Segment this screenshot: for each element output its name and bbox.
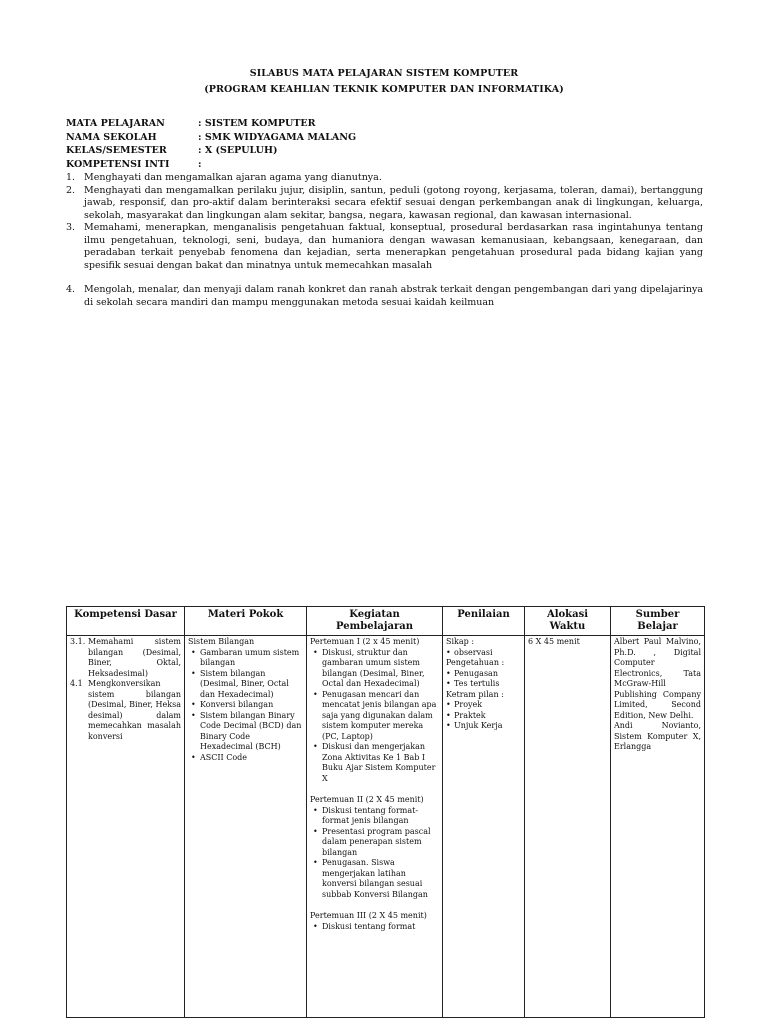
list-item (66, 222, 703, 272)
list-item: • Diskusi tentang format (310, 922, 439, 933)
meta-value: : SISTEM KOMPUTER (198, 118, 316, 129)
list-item: • Konversi bilangan (188, 700, 303, 711)
penilaian-cell (443, 636, 525, 1018)
list-item: • Penugasan (446, 669, 521, 680)
list-item: • Penugasan. Siswa mengerjakan latihan konversi bilangan sesuai subbab Konversi Bilangan (310, 858, 439, 900)
list-text: Mengkonversikan sistem bilangan (Desimal, Biner, Heksa desimal) dalam memecahkan masalah konversi (88, 679, 181, 741)
column-header: Penilaian (443, 607, 525, 636)
column-header: Sumber Belajar (611, 607, 705, 636)
table-header-row (67, 607, 705, 636)
alokasi-waktu-cell (525, 636, 611, 1018)
kompetensi-dasar-item (70, 637, 181, 679)
table-row (67, 636, 705, 1018)
list-text: Mengolah, menalar, dan menyaji dalam ranah konkret dan ranah abstrak terkait dengan pengembangan dari yang dipelajarinya di sekolah secara mandiri dan mampu menggunakan metoda sesuai kaidah keilmuan (84, 284, 703, 308)
materi-heading: Sistem Bilangan (188, 637, 255, 646)
list-item: • Sistem bilangan Binary Code Decimal (BCD) dan Binary Code Hexadecimal (BCH) (188, 711, 303, 753)
reference-item: Andi Novianto, Sistem Komputer X, Erlangga (614, 721, 701, 751)
meeting-heading: Pertemuan II (2 X 45 menit) (310, 795, 424, 804)
column-header: Materi Pokok (185, 607, 307, 636)
assessment-heading: Ketram pilan : (446, 689, 504, 699)
list-number: 4. (66, 284, 76, 295)
list-item: • Gambaran umum sistem bilangan (188, 648, 303, 669)
assessment-list (446, 669, 521, 690)
list-item: • Sistem bilangan (Desimal, Biner, Octal dan Hexadecimal) (188, 669, 303, 701)
materi-list (188, 648, 303, 764)
list-text: Memahami, menerapkan, menganalisis pengetahuan faktual, konseptual, prosedural berdasarkan rasa ingintahunya tentang ilmu pengetahuan, teknologi, seni, budaya, dan humaniora dengan wawasan kemanusiaan, kebangsaan, kenegaraan, dan peradaban terkait penyebab fenomena dan kejadian, serta menerapkan pengetahuan prosedural pada bidang kajian yang spesifik sesuai dengan bakat dan minatnya untuk memecahkan masalah (84, 222, 703, 271)
column-header: Alokasi Waktu (525, 607, 611, 636)
list-number: 2. (66, 184, 76, 196)
meta-label: NAMA SEKOLAH (66, 131, 157, 143)
kompetensi-dasar-cell (67, 636, 185, 1018)
list-item: • Diskusi, struktur dan gambaran umum sistem bilangan (Desimal, Biner, Octal dan Hexadecimal) (310, 648, 439, 690)
list-item: • Praktek (446, 711, 521, 722)
list-item: • Unjuk Kerja (446, 721, 521, 732)
list-item (66, 185, 703, 223)
meta-label: KOMPETENSI INTI (66, 158, 170, 170)
list-item: • Proyek (446, 700, 521, 711)
list-item: • ASCII Code (188, 753, 303, 764)
activity-list (310, 806, 439, 901)
activity-list (310, 648, 439, 785)
activity-list (310, 922, 439, 933)
materi-pokok-cell (185, 636, 307, 1018)
assessment-heading: Pengetahuan : (446, 658, 505, 667)
list-number: 1. (66, 172, 76, 183)
meeting-heading: Pertemuan III (2 X 45 menit) (310, 911, 427, 920)
assessment-list (446, 700, 521, 732)
list-number: 4.1 (70, 679, 83, 688)
list-item: • Tes tertulis (446, 679, 521, 690)
list-item: • Diskusi dan mengerjakan Zona Aktivitas Ke 1 Bab I Buku Ajar Sistem Komputer X (310, 742, 439, 784)
kompetensi-inti-list (66, 172, 703, 309)
list-text: Memahami sistem bilangan (Desimal, Biner, Oktal, Heksadesimal) (88, 637, 181, 678)
list-text: Menghayati dan mengamalkan ajaran agama yang dianutnya. (84, 172, 382, 183)
syllabus-table (66, 606, 705, 1018)
meta-value: : (198, 158, 202, 170)
meta-label: KELAS/SEMESTER (66, 145, 167, 156)
list-number: 3. (66, 222, 76, 233)
list-item: • Presentasi program pascal dalam penerapan sistem bilangan (310, 827, 439, 859)
column-header: Kegiatan Pembelajaran (307, 607, 443, 636)
identity-block (66, 118, 356, 172)
meta-row (66, 118, 356, 132)
sumber-belajar-cell (611, 636, 705, 1018)
meta-value: : SMK WIDYAGAMA MALANG (198, 131, 357, 143)
assessment-heading: Sikap : (446, 637, 475, 646)
kegiatan-cell (307, 636, 443, 1018)
meta-label: MATA PELAJARAN (66, 118, 165, 129)
time-allocation: 6 X 45 menit (528, 637, 580, 646)
list-item (66, 284, 703, 309)
meta-value: : X (SEPULUH) (198, 145, 278, 156)
meta-row (66, 159, 356, 173)
list-number: 3.1. (70, 637, 86, 646)
list-text: Menghayati dan mengamalkan perilaku jujur, disiplin, santun, peduli (gotong royong, kerjasama, toleran, damai), bertanggung jawab, responsif, dan pro-aktif dalam berinteraksi secara efektif sesuai dengan perkembangan anak di lingkungan, keluarga, sekolah, masyarakat dan lingkungan alam sekitar, bangsa, negara, kawasan regional, dan kawasan internasional. (84, 184, 703, 221)
meeting-heading: Pertemuan I (2 x 45 menit) (310, 637, 420, 646)
assessment-list (446, 648, 521, 659)
document-title: SILABUS MATA PELAJARAN SISTEM KOMPUTER (249, 68, 519, 79)
meta-row (66, 132, 356, 146)
kompetensi-dasar-item (70, 679, 181, 742)
list-item (66, 172, 703, 185)
list-item: • Diskusi tentang format-format jenis bilangan (310, 806, 439, 827)
list-item: • Penugasan mencari dan mencatat jenis bilangan apa saja yang digunakan dalam sistem komputer mereka (PC, Laptop) (310, 690, 439, 743)
reference-item: Albert Paul Malvino, Ph.D. , Digital Computer Electronics, Tata McGraw-Hill Publishing Company Limited, Second Edition, New Delhi. (614, 637, 701, 720)
meta-row (66, 145, 356, 159)
column-header: Kompetensi Dasar (67, 607, 185, 636)
document-subtitle: (PROGRAM KEAHLIAN TEKNIK KOMPUTER DAN INFORMATIKA) (204, 84, 564, 95)
list-item: • observasi (446, 648, 521, 659)
